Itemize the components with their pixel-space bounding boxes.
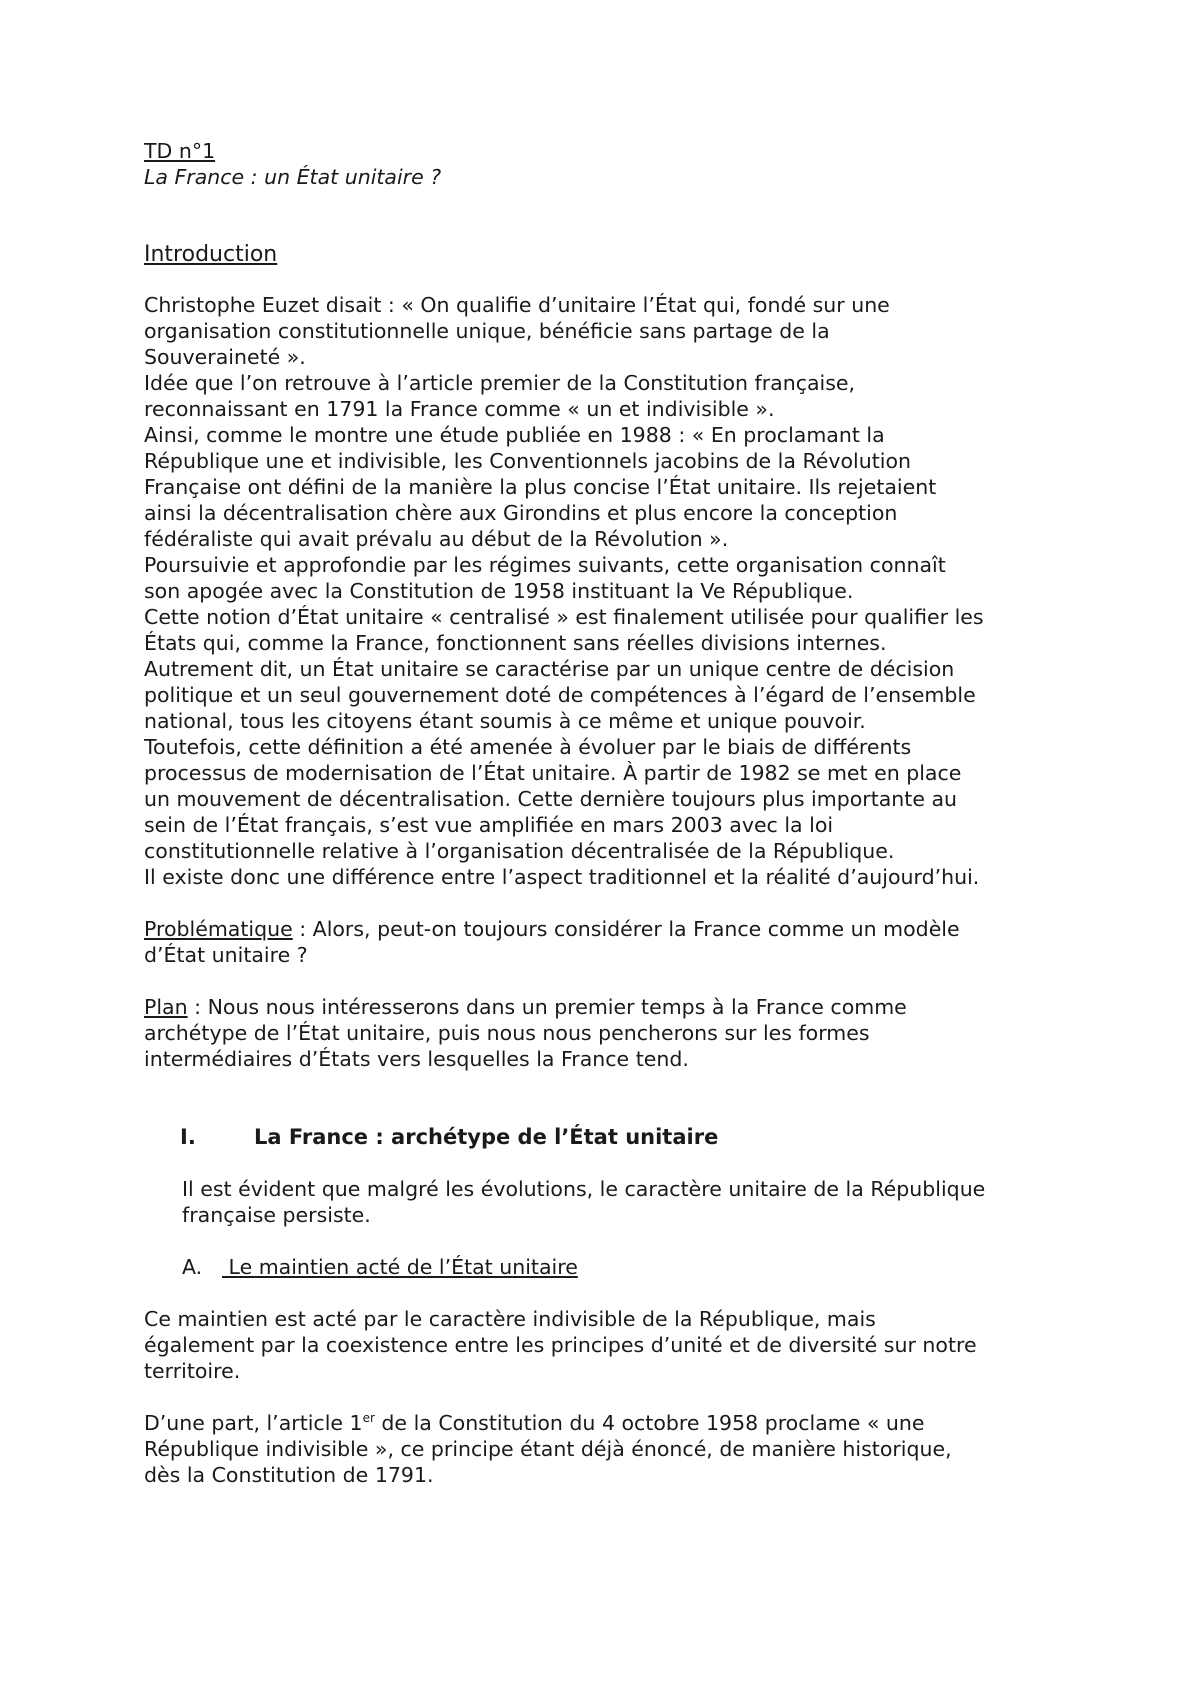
plan-paragraph: [144, 994, 1064, 1072]
problematique-paragraph: [144, 916, 1064, 968]
plan-text: archétype de l’État unitaire, puis nous nous pencherons sur les formes: [144, 1021, 870, 1045]
intro-line: processus de modernisation de l’État unitaire. À partir de 1982 se met en place: [144, 761, 962, 785]
document-body: [144, 138, 1064, 1488]
intro-line: République une et indivisible, les Conventionnels jacobins de la Révolution: [144, 449, 912, 473]
intro-line: Toutefois, cette définition a été amenée à évoluer par le biais de différents: [144, 735, 912, 759]
paragraph-line: territoire.: [144, 1359, 241, 1383]
intro-line: national, tous les citoyens étant soumis à ce même et unique pouvoir.: [144, 709, 866, 733]
article-paragraph: [144, 1410, 1064, 1488]
subsection-letter: A.: [182, 1255, 203, 1279]
intro-line: Autrement dit, un État unitaire se caractérise par un unique centre de décision: [144, 657, 955, 681]
document-title: TD n°1: [144, 139, 216, 163]
section-title: La France : archétype de l’État unitaire: [254, 1125, 719, 1149]
superscript: er: [362, 1411, 375, 1425]
paragraph-line: dès la Constitution de 1791.: [144, 1463, 434, 1487]
intro-line: Cette notion d’État unitaire « centralisé » est finalement utilisée pour qualifier les: [144, 605, 984, 629]
maintien-paragraph: [144, 1306, 1064, 1384]
section-intro-line: Il est évident que malgré les évolutions, le caractère unitaire de la République: [182, 1177, 986, 1201]
subsection-title: Le maintien acté de l’État unitaire: [222, 1255, 578, 1279]
intro-line: Idée que l’on retrouve à l’article premier de la Constitution française,: [144, 371, 856, 395]
introduction-text: [144, 292, 1064, 890]
intro-line: organisation constitutionnelle unique, bénéficie sans partage de la: [144, 319, 830, 343]
section-intro-line: française persiste.: [182, 1203, 371, 1227]
problematique-label: Problématique: [144, 917, 293, 941]
section-intro: [144, 1176, 1064, 1228]
paragraph-text: D’une part, l’article 1: [144, 1411, 363, 1435]
plan-text: intermédiaires d’États vers lesquelles la France tend.: [144, 1047, 689, 1071]
subsection-heading: [144, 1254, 1064, 1280]
intro-line: Souveraineté ».: [144, 345, 306, 369]
intro-line: sein de l’État français, s’est vue amplifiée en mars 2003 avec la loi: [144, 813, 834, 837]
intro-line: son apogée avec la Constitution de 1958 instituant la Ve République.: [144, 579, 854, 603]
plan-text: : Nous nous intéresserons dans un premier temps à la France comme: [187, 995, 907, 1019]
intro-line: Ainsi, comme le montre une étude publiée en 1988 : « En proclamant la: [144, 423, 885, 447]
intro-line: constitutionnelle relative à l’organisation décentralisée de la République.: [144, 839, 895, 863]
section-heading: [144, 1124, 1064, 1150]
intro-line: Christophe Euzet disait : « On qualifie d’unitaire l’État qui, fondé sur une: [144, 293, 890, 317]
intro-line: Poursuivie et approfondie par les régimes suivants, cette organisation connaît: [144, 553, 946, 577]
document-subtitle: La France : un État unitaire ?: [144, 165, 442, 189]
paragraph-line: également par la coexistence entre les principes d’unité et de diversité sur notre: [144, 1333, 977, 1357]
section-number: I.: [180, 1125, 196, 1149]
problematique-text: d’État unitaire ?: [144, 943, 308, 967]
intro-line: un mouvement de décentralisation. Cette dernière toujours plus importante au: [144, 787, 958, 811]
intro-line: politique et un seul gouvernement doté de compétences à l’égard de l’ensemble: [144, 683, 976, 707]
problematique-text: : Alors, peut-on toujours considérer la France comme un modèle: [292, 917, 960, 941]
intro-line: États qui, comme la France, fonctionnent sans réelles divisions internes.: [144, 631, 887, 655]
paragraph-line: République indivisible », ce principe étant déjà énoncé, de manière historique,: [144, 1437, 952, 1461]
intro-line: fédéraliste qui avait prévalu au début de la Révolution ».: [144, 527, 729, 551]
intro-line: reconnaissant en 1791 la France comme « un et indivisible ».: [144, 397, 775, 421]
intro-line: Il existe donc une différence entre l’aspect traditionnel et la réalité d’aujourd’hui.: [144, 865, 980, 889]
plan-label: Plan: [144, 995, 188, 1019]
paragraph-text: de la Constitution du 4 octobre 1958 proclame « une: [374, 1411, 925, 1435]
intro-line: Française ont défini de la manière la plus concise l’État unitaire. Ils rejetaient: [144, 475, 937, 499]
intro-line: ainsi la décentralisation chère aux Girondins et plus encore la conception: [144, 501, 898, 525]
introduction-heading: Introduction: [144, 242, 278, 267]
paragraph-line: Ce maintien est acté par le caractère indivisible de la République, mais: [144, 1307, 876, 1331]
